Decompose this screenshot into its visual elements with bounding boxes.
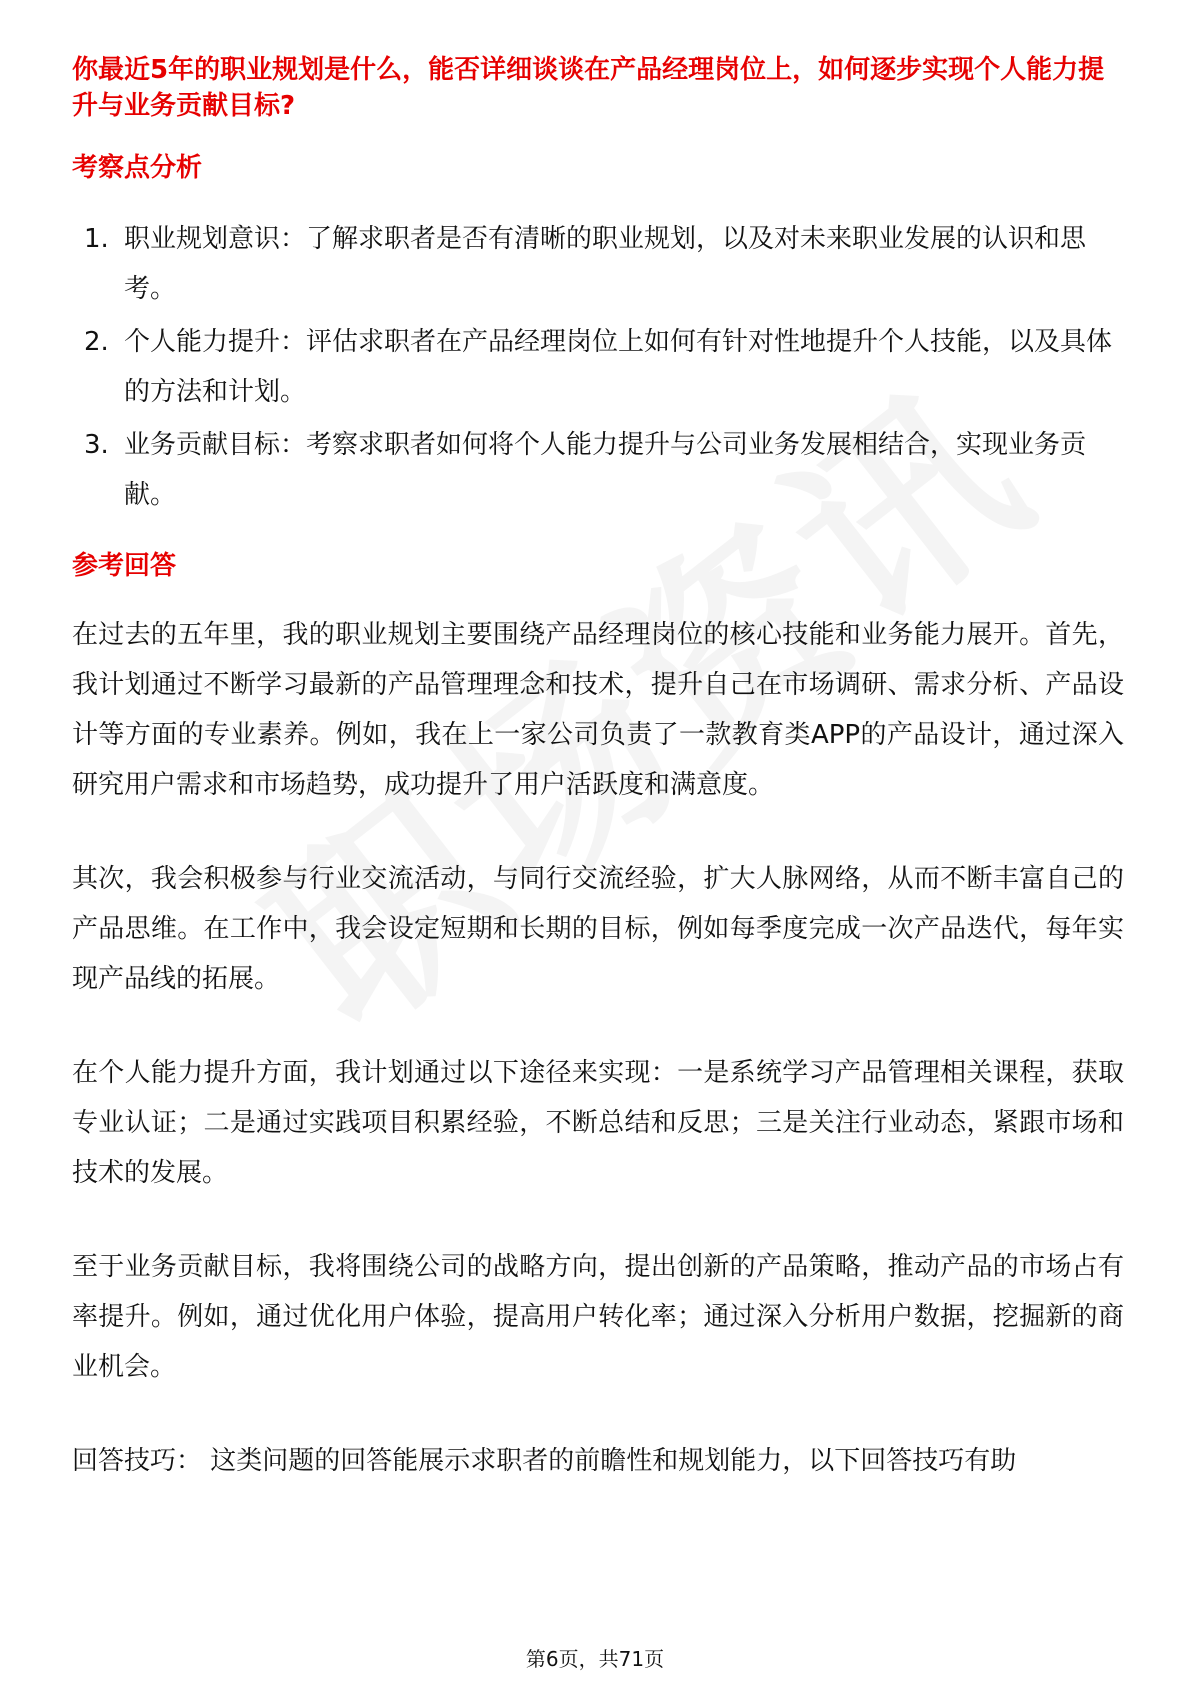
list-item-number: 2. [84, 327, 109, 357]
analysis-points-list [72, 214, 1124, 520]
analysis-section-title: 考察点分析 [72, 153, 203, 183]
list-item-text: 个人能力提升：评估求职者在产品经理岗位上如何有针对性地提升个人技能，以及具体的方法和计划。 [124, 327, 1113, 407]
list-item-text: 职业规划意识：了解求职者是否有清晰的职业规划，以及对未来职业发展的认识和思考。 [124, 224, 1087, 304]
list-item [72, 317, 1124, 417]
answer-paragraph: 在过去的五年里，我的职业规划主要围绕产品经理岗位的核心技能和业务能力展开。首先，我计划通过不断学习最新的产品管理理念和技术，提升自己在市场调研、需求分析、产品设计等方面的专业素养。例如，我在上一家公司负责了一款教育类APP的产品设计，通过深入研究用户需求和市场趋势，成功提升了用户活跃度和满意度。 [72, 620, 1124, 800]
list-item-number: 1. [84, 224, 109, 254]
answer-paragraph: 其次，我会积极参与行业交流活动，与同行交流经验，扩大人脉网络，从而不断丰富自己的产品思维。在工作中，我会设定短期和长期的目标，例如每季度完成一次产品迭代，每年实现产品线的拓展。 [72, 864, 1124, 994]
list-item-text: 业务贡献目标：考察求职者如何将个人能力提升与公司业务发展相结合，实现业务贡献。 [124, 430, 1087, 510]
page-number-footer: 第6页，共71页 [525, 1647, 665, 1671]
document-body [72, 52, 1124, 1486]
answer-tips-paragraph: 回答技巧： 这类问题的回答能展示求职者的前瞻性和规划能力，以下回答技巧有助 [72, 1446, 1017, 1476]
answer-paragraph: 至于业务贡献目标，我将围绕公司的战略方向，提出创新的产品策略，推动产品的市场占有率提升。例如，通过优化用户体验，提高用户转化率；通过深入分析用户数据，挖掘新的商业机会。 [72, 1252, 1124, 1382]
list-item-number: 3. [84, 430, 109, 460]
answer-section-title: 参考回答 [72, 551, 177, 581]
question-heading: 你最近5年的职业规划是什么，能否详细谈谈在产品经理岗位上，如何逐步实现个人能力提升与业务贡献目标? [72, 55, 1105, 121]
list-item [72, 214, 1124, 314]
answer-paragraph: 在个人能力提升方面，我计划通过以下途径来实现：一是系统学习产品管理相关课程，获取专业认证；二是通过实践项目积累经验，不断总结和反思；三是关注行业动态，紧跟市场和技术的发展。 [72, 1058, 1124, 1188]
list-item [72, 420, 1124, 520]
